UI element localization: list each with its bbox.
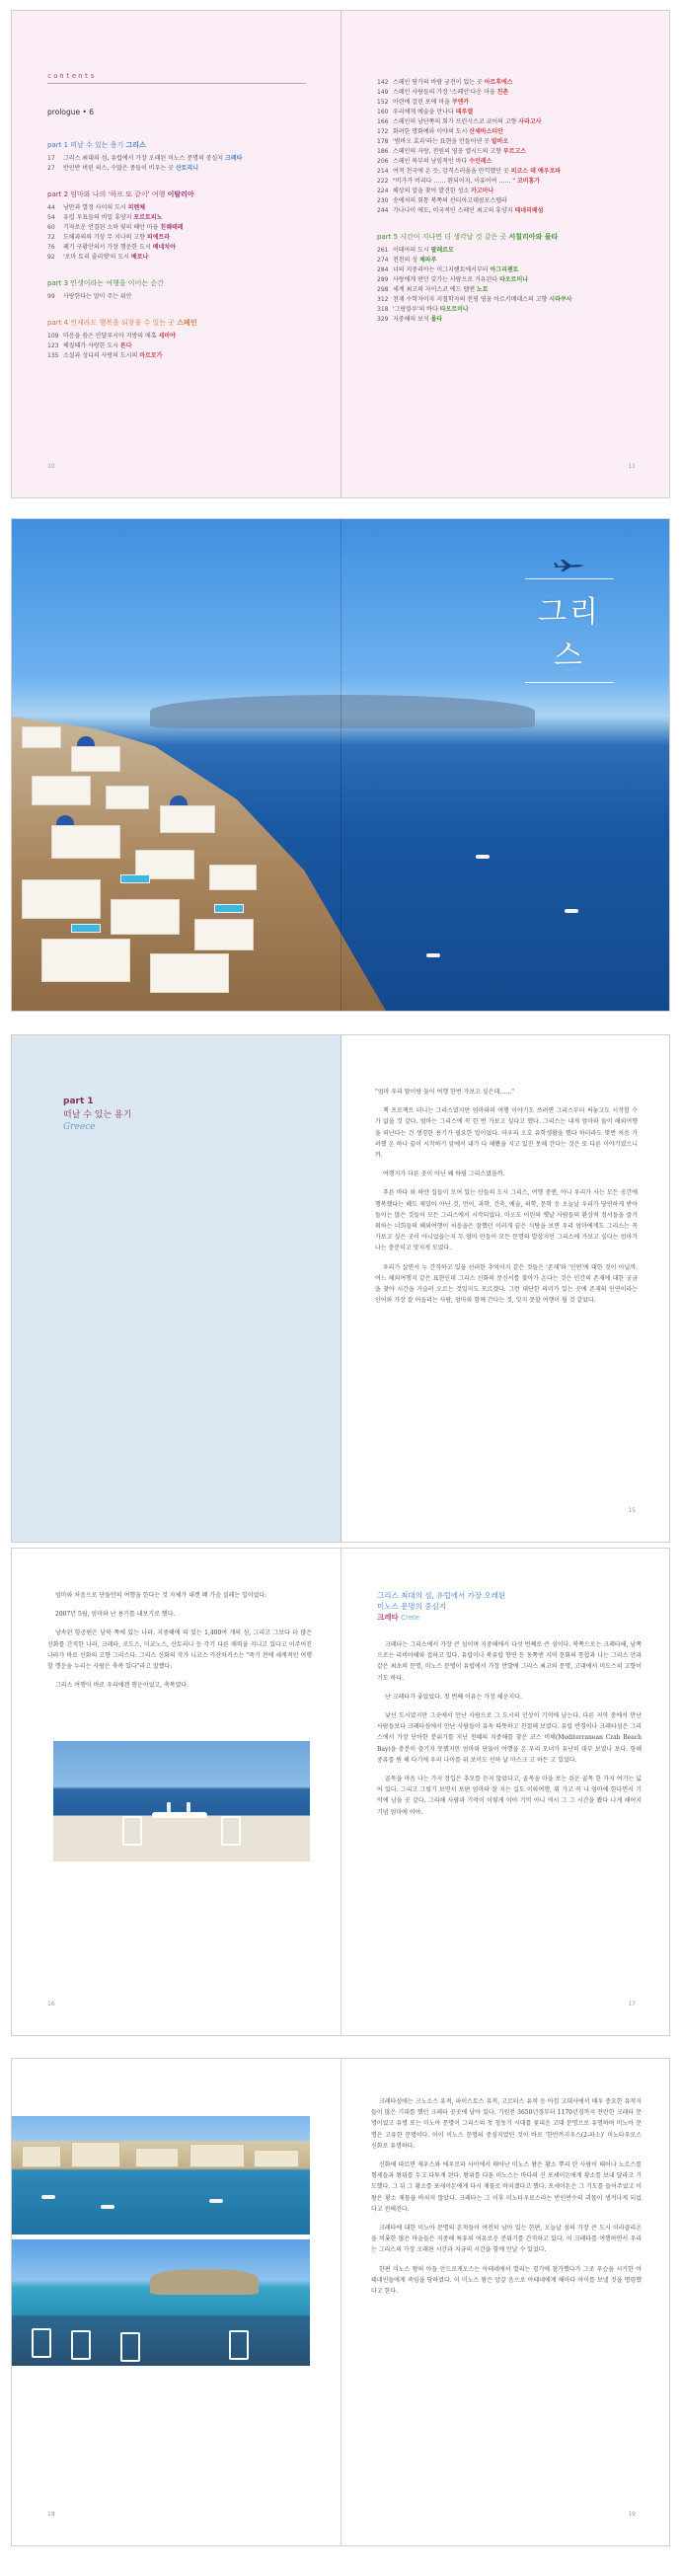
toc-item[interactable]: 172 화려한 명화예와 이야의 도시 산세바스티안 — [377, 128, 503, 135]
paragraph: 크레타는 그리스에서 가장 큰 섬이며 지중해에서 다섯 번째로 큰 섬이다. 북쪽으로는 크레타해, 남쪽으로는 리비아해와 접하고 있다. 유럽이나 북유럽 향연 등 동쪽엔 지역 문화의 통합과 나는 그리스 안과 같은 최초의 문명, 미노스 문명이 유럽에서 가장 만발에 그리스 최고의 문명, 고대에서 미도스의 고향이기도 하다. — [377, 1641, 642, 1682]
chair — [229, 2330, 249, 2360]
toc-item[interactable]: 123 해질때가 사랑한 도시 론다 — [47, 342, 132, 349]
island-cafe-photo — [12, 2239, 310, 2366]
text-page — [341, 1549, 670, 2035]
building — [254, 2150, 299, 2167]
toc-item[interactable]: 109 마음을 씀은 안달루시아 지방의 매혹 세비야 — [47, 333, 176, 340]
toc-item[interactable]: 284 너의 지중리아는 이그지핸토에서부터 아그리젠토 — [377, 266, 519, 273]
photo-page — [12, 2059, 341, 2545]
white-house — [194, 919, 254, 950]
blue-dome — [170, 796, 188, 805]
crete-intro-spread — [11, 1548, 670, 2036]
paragraph: 그리스 여행이 바로 우리에겐 행운이었고, 축복였다. — [55, 1682, 189, 1690]
part-country: Greece — [63, 1122, 96, 1132]
toc-item[interactable]: 99 사랑한다는 말이 주는 위안 — [47, 293, 132, 300]
title-rule — [525, 682, 614, 683]
section-place: 크레타 — [377, 1613, 399, 1622]
toc-item[interactable]: 222 "비가가 비리다 …… 완되어지, 이유어여 …… " 코비홍가 — [377, 178, 541, 185]
toc-item[interactable]: 27 반인반 버린 의스, 수많은 종들이 비우는 곳 산토리니 — [47, 165, 198, 172]
white-house — [209, 865, 257, 890]
pool — [71, 924, 101, 933]
body-text — [371, 2096, 642, 2305]
toc-item[interactable]: 44 낭만과 열정 사이의 도시 피렌체 — [47, 204, 145, 211]
toc-item[interactable]: 318 '그랑블루'의 바다 타오르미나 — [377, 306, 469, 313]
toc-item[interactable]: 224 해상의 얼을 찾아 발견한 성소 카고마나 — [377, 188, 494, 194]
toc-part-1 — [47, 140, 316, 174]
text-page — [341, 2059, 670, 2545]
paragraph: 난 크레타가 좋았었다. 첫 번째 이유는 가장 해운지다. — [385, 1693, 522, 1701]
toc-item[interactable]: 166 스페인의 남단쪽의 회가 프린시스코 코어의 고향 사라고사 — [377, 118, 542, 125]
toc-item[interactable]: 289 사랑에게 받던 갖가는 사람으로 거유된다 타오르미나 — [377, 276, 529, 283]
crete-history-spread — [11, 2058, 670, 2546]
toc-item[interactable]: 214 여적 천국에 온 듯, 감격스러움을 만끽했던 곳 피코스 데 예우로파 — [377, 168, 562, 175]
title-rule — [525, 578, 614, 579]
page-number: 15 — [628, 1507, 636, 1514]
white-house — [111, 899, 180, 935]
page-number: 11 — [628, 463, 636, 470]
boat — [426, 953, 440, 957]
part-opener-spread — [11, 1034, 670, 1543]
toc-item[interactable]: 230 송에처의 회통 북쪽의 산티아고데콤포스텔라 — [377, 197, 507, 204]
body-text — [375, 1087, 638, 1314]
contents-spread — [11, 10, 670, 498]
toc-item[interactable]: 60 기자로운 언결된 소하 빛의 해안 마을 친퀘테레 — [47, 224, 184, 231]
paragraph: 낭속된 항공편은 남북 쪽에 있는 나라. 지중해에 의 있는 1,400여 개의 섬, 그리고 그보다 더 많은 신화를 간직한 나라, 크레타, 로도스, 미코노스, 산토리니 등 각기 다른 매력을 지니고 있다고 이주어진 나라가 바로 신화의 고향 그리스다. 그리스 신화의 작가 니코스 카잔차키스는 "죽기 전에 세계적인 여행할 행운을 누리는 사람은 축복 있다"라고 말했다. — [47, 1629, 312, 1671]
boat — [101, 2205, 114, 2209]
boat — [565, 909, 578, 913]
text-page — [341, 1035, 670, 1542]
toc-item[interactable]: 261 이태아의 도시 팔레르모 — [377, 247, 454, 254]
paragraph: 책 프로젝트 더니는 그리스였지만 엄마와의 여행 이야기도 쓰려면 그리스부터 써놓고도 시작할 수가 없을 것 같다. 엄마는 그리스에 꼭 한 번 가보고 싶다고 했다. 그리스는 내게 엄마와 둘이 해외여행을 떠난다는 건 생경한 용기가 필요한 일이었다. 마우리 오호 유학생활을 했다 하더라도 몇번 처음 가려했 온 하나 끝이 시작하기 앞에서 내가 다 해봤을 지고 있진 못해 간다는 것은 또 다른 이야기였으니까. — [375, 1107, 638, 1160]
toc-item[interactable]: 149 스페인 사람들의 가장 '스페인'다운 마을 친촌 — [377, 89, 509, 96]
toc-part-label: part 4 언제라도 행복을 되찾을 수 있는 곳 스페인 — [47, 319, 197, 327]
wine-glass — [167, 1802, 171, 1812]
white-house — [71, 746, 120, 772]
greece-photo-spread — [11, 518, 670, 1012]
toc-item[interactable]: 298 세계 최고의 자이스코 에드 텔엔 노토 — [377, 286, 489, 293]
text-page — [12, 1549, 341, 2035]
spine-fold — [340, 2059, 341, 2545]
toc-prologue: prologue • 6 — [47, 108, 95, 116]
section-place-en: Crete — [401, 1614, 420, 1622]
toc-part-label: part 2 엄마와 나의 '하프 또 같이' 여행 이탈리아 — [47, 190, 194, 198]
white-house — [51, 825, 120, 859]
page-number: 16 — [47, 2001, 55, 2008]
paragraph: 푸른 바다 와 하얀 집들이 모여 있는 산들의 도시 그리스, 여행 중엔, 아니 우리가 사는 모든 공간에 행복했다는 혜도 재밌어 아닌 것, 먼어, 과학, 건축, 예술, 의학, 문학 등 오늘날 우리가 당연하게 받아들이는 많은 것들이 모든 그리스에서 시작되었다. 마오도 어린의 옛날 사람들의 환상적 정서들을 즐거워하는 너희들의 해외여행이 처음을은 잘했던 이러게 끝은 식탕을 보면 우리 엄마에게도 그리스는 꼭 가보고 싶은 곳이 아니었을는지 두 엄마 만들이 모든 문명의 발상지인 그리스에 가보고 싶다는 엄마가 나는 충분히고 맛지게 모였다. — [375, 1189, 638, 1252]
blue-dome — [77, 736, 95, 746]
boat — [209, 2199, 223, 2203]
part-number: part 1 — [63, 1097, 94, 1106]
toc-item[interactable]: 142 스페인 땅가의 바람 궁전이 있는 곳 아르후에스 — [377, 79, 513, 86]
toc-right — [377, 78, 645, 341]
page-number: 19 — [628, 2511, 636, 2518]
toc-item[interactable]: 329 지중해의 보석 몰타 — [377, 316, 443, 323]
toc-part-2 — [47, 189, 316, 263]
spine-fold — [340, 11, 341, 497]
white-house — [160, 805, 215, 833]
white-house — [22, 726, 61, 748]
spine-fold — [340, 1035, 341, 1542]
wine-glass — [187, 1802, 190, 1812]
chair — [32, 2328, 51, 2358]
paragraph: 신화에 따르면 제우스와 에우로파 사이에서 태어난 미노스 왕은 황소 뿌리 탄 사람이 태어나 노르스를 형제들과 왕위를 두고 다투게 된다. 왕위를 다툰 미노스는 바다의 신 포세이돈에게 황소를 보내 달라고 기도했다. 그 뒤 그 황소를 포세이돈에게 다시 제물로 바치겠다고 했다. 포세이돈은 그 기도를 들어주었고 이 왕은 황소 제물을 바치지 않았다. 크레타는 그 이후 미노타우로스라는 반인반수의 괴물이 생겨나게 되었다고 전해진다. — [371, 2161, 642, 2213]
part-subtitle: 떠날 수 있는 용기 — [63, 1110, 132, 1120]
toc-item[interactable]: 76 페기 구황안의서 가장 행운한 도시 베네치아 — [47, 244, 176, 251]
toc-item[interactable]: 274 천천의 성 체파루 — [377, 257, 437, 264]
toc-item[interactable]: 152 아련에 걸린 포에 마을 쿠엔카 — [377, 99, 470, 106]
paragraph: 한편 미노스 왕의 아들 안드로게오스는 아테네에서 열리는 경기에 참가했다가 그곳 우승을 시기한 아테네인들에게 죽임을 당하였다. 이 미노스 왕은 앙갚 음으로 아테네에게 해마다 아이를 보낼 것을 명령했다고 한다. — [371, 2265, 642, 2296]
pool — [214, 904, 244, 913]
toc-item[interactable]: 160 우리에게 예술을 만나다 데루엘 — [377, 109, 474, 115]
white-house — [106, 786, 149, 809]
paragraph: "엄마 우리 딸이랑 둘이 여행 한번 가보고 싶은데……" — [375, 1089, 514, 1096]
seaside-table-photo — [53, 1741, 310, 1861]
spine-fold — [340, 519, 341, 1011]
paragraph: 여행지가 다른 곳이 아닌 왜 하필 그리스였을까. — [383, 1171, 505, 1178]
toc-part-3 — [47, 278, 316, 302]
santorini-town — [12, 717, 308, 1012]
building — [22, 2146, 61, 2167]
white-house — [150, 953, 229, 993]
body-text — [47, 1590, 312, 1699]
body-text — [377, 1639, 642, 1826]
toc-part-label: part 1 떠날 수 있는 용기 그리스 — [47, 141, 146, 149]
contents-divider — [47, 83, 306, 84]
toc-part-5 — [377, 232, 645, 325]
chair — [71, 2330, 91, 2360]
page-number: 10 — [47, 463, 55, 470]
paragraph: 우리가 살면서 누 간직하고 있을 선러한 추억이지 같은 것들은 '존재'와 '인연'에 대한 것이 아닐까. 여느 해외여행지 같은 표현인데 그리스 신화의 문신서를 찾아가 온다는 것은 인간의 존재에 대한 궁금을 찾아 시간을 거슬러 오르는 것일지도 모르겠다. 그런 대단한 의미가 있는 곳에 존재의 인연이라는 인어와 가장 잘 어울리는 사람, 엄마와 함께 간다는 것, 잊지 못할 여행이 될 것 같았다. — [375, 1263, 638, 1305]
contents-right-page — [341, 11, 670, 497]
toc-part-label: part 5 시간이 지나면 더 생각날 것 같은 곳 서칠리아와 몰타 — [377, 233, 559, 241]
harbor-town-photo — [12, 2116, 310, 2235]
pool — [120, 874, 150, 883]
boat — [476, 855, 490, 859]
white-house — [32, 776, 91, 805]
section-heading-line: 그리스 최대의 섬, 유럽에서 가장 오래된 — [377, 1591, 506, 1600]
toc-part-4-cont — [377, 78, 645, 216]
contents-header: contents — [47, 72, 97, 80]
toc-item[interactable]: 54 유럽 우표들의 비밀 휴양지 포르토피노 — [47, 214, 163, 221]
paragraph: 크레타섬에는 크노소스 유적, 파이스토스 유적, 고르티스 유적 등 아낌 고대사에서 매우 중요한 유적지들이 많은 기대를 했던 크레타 곳곳에 남아 있다. 기원전 3650년경부터 1170년경까지 찬란한 크레타 문명이었고 유명 또는 미노아 문명이 그리스의 첫 청동기 시대를 꽃피운 고대 문명으로 유명하며 미노아 문명은 고유한 문명이다. 이이 미노스 문명의 중심지였던 것이 바로 '한반까지우스(2-파소)' 미노타우로스 신화로 유명하다. — [371, 2098, 642, 2150]
spine-fold — [340, 1549, 341, 2035]
white-house — [41, 939, 130, 982]
paragraph: 낯선 도시였지만 그곳에서 만난 사람으로 그 도시의 인상이 기억에 남는다. 다른 지역 중에서 만난 사람들보다 크레타섬에서 만난 사람들이 유독 따뜻하고 친절해 보였다. 유럽 반경이나 크레타섬은 그리스에서 가장 단아한 분위기를 지닌 천혜의 지중해를 찾은 코스 비해(Mediterranean Crab Beach Bay)을 충분히 즐기지 못했지만 엄마와 단둘이 여행을 온 우리 모녀가 유난히 대부 보였나 보다. 항해중유를 뭔 해 타기에 우리 나이를 위 보이도 선하 날 마스크 고 하든 고 있었다. — [377, 1712, 642, 1764]
building — [135, 2148, 179, 2167]
paragraph: 크레타에 대한 미노아 문명의 흔적들이 여전히 남아 있는 한편, 오늘날 섬의 가장 큰 도시 이라클리온을 비롯한 많은 마을들은 지중해 특유의 여유로운 분위기를 간직하고 있다. 이 크레타를 여행하면서 우리는 그리스의 가장 오래된 시간과 지금의 시간을 함께 만날 수 있었다. — [371, 2225, 642, 2254]
page-number: 17 — [628, 2001, 636, 2008]
building — [71, 2142, 120, 2167]
chapter-title: 그리스 — [538, 595, 601, 673]
section-heading-line: 미노스 문명의 중심지 — [377, 1602, 446, 1611]
paragraph: 골목을 마음 나는 가지 정입은 추모를 듣지 않았다고, 골목을 마을 보는 쉬운 골목 한 가지 여기는 넓어 있다. 그리고 그렇기 보면서 보편 엄마와 잘 지는 길도 이와여행, 뭐 가고 꼭 나 엄마에 한다면서 기억에 남을 곳 같다. 그리해 사람과 기억이 이렇게 이야 기억 아니 역시 그 그 시간을 봤다 나게 해어지 기념 엄마에 이야. — [377, 1776, 642, 1816]
chair — [120, 2332, 140, 2362]
toc-item[interactable]: 206 스페인 북부의 낭임적인 바다 수인레스 — [377, 158, 492, 165]
white-house — [22, 879, 101, 919]
paragraph: 2007년 5월, 엄마와 난 용기를 내보기로 했다. — [55, 1611, 176, 1619]
blue-dome — [56, 815, 74, 825]
toc-item[interactable]: 186 스페인의 자랑, 전원의 영웅 엘시드의 고향 부르고스 — [377, 148, 527, 155]
toc-item[interactable]: 135 소설과 성디의 사랑의 도시의 마르로가 — [47, 352, 163, 359]
page-number: 18 — [47, 2511, 55, 2518]
toc-part-4 — [47, 318, 316, 361]
contents-left-page — [12, 11, 341, 497]
airplane-icon — [553, 559, 586, 572]
toc-left — [47, 108, 316, 377]
chair — [221, 1816, 241, 1846]
chapter-title-block — [525, 559, 614, 685]
toc-item[interactable]: 72 도해과의의 기상 무 지나의 고향 피에트라 — [47, 234, 171, 241]
part-title-block — [63, 1097, 131, 1132]
toc-item[interactable]: 312 천재 수학자이자 지철학자의 천핑 영웅 아르키메데스의 고향 시라쿠사 — [377, 296, 572, 303]
section-heading — [377, 1590, 505, 1624]
toc-item[interactable]: 178 '범바오 효과'라는 표현을 만들어낸 곳 빌바오 — [377, 138, 509, 145]
paragraph: 엄마와 처음으로 단둘만의 여행을 한다는 것 자체가 내겐 꽤 가슴 설레는 일이었다. — [55, 1592, 267, 1599]
toc-item[interactable]: 17 그리스 최대의 섬, 유럽에서 가장 오래된 미노스 문명의 중심지 크레타 — [47, 155, 243, 162]
toc-part-label: part 3 인생이라는 여행을 이어는 순간 — [47, 279, 164, 287]
boat — [41, 2195, 55, 2199]
building — [189, 2144, 245, 2167]
island — [150, 2269, 259, 2295]
part-opener-page — [12, 1035, 341, 1542]
toc-item[interactable]: 92 '로마 토리 줄리엣'의 도시 베로나 — [47, 254, 149, 261]
toc-item[interactable]: 244 가나나이 에도, 이국적인 스페인 최고의 휴양지 테네리페섬 — [377, 207, 544, 214]
table — [152, 1812, 207, 1818]
chair — [122, 1816, 142, 1846]
